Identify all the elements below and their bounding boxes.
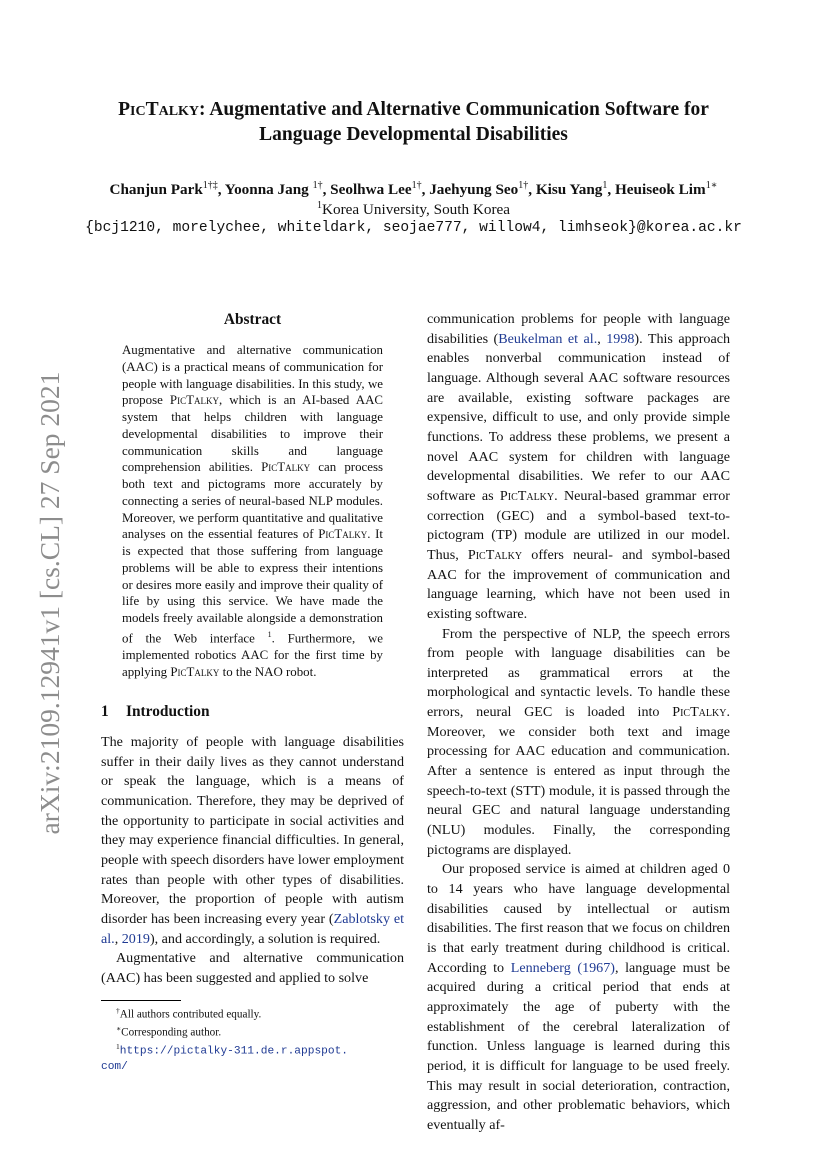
arxiv-stamp-text: arXiv:2109.12941v1 [cs.CL] 27 Sep 2021 [34, 371, 65, 835]
author-mark: 1 [602, 180, 608, 191]
footnotes [101, 1004, 404, 1075]
footnote-mark: ∗ [116, 1024, 122, 1034]
abstract-heading: Abstract [223, 311, 282, 328]
citation-year-link[interactable]: 2019 [121, 930, 150, 947]
paragraph-text: The majority of people with language disabilities suffer in their daily lives as they cannot understand or speak the language, which is a means of communication. Therefore, they may be deprived of the opportunity to participate in social activities and they may experience financial difficulties. In general, people with speech disorders have lower employment rates than people with other types of disabilities. Moreover, the proportion of people with autism disorder has been increasing every year ( [101, 734, 404, 927]
footnote-url-link[interactable]: com/ [101, 1061, 128, 1074]
section-number: 1 [101, 703, 109, 720]
footnote-text: All authors contributed equally. [119, 1008, 262, 1021]
section-title: Introduction [126, 703, 210, 720]
paragraph-text: communication problems for people with language disabilities ( [427, 311, 730, 347]
email-list: {bcj1210, morelychee, whiteldark, seojae777, willow4, limhseok} [85, 220, 637, 236]
author-mark: 1∗ [705, 180, 718, 191]
arxiv-stamp [20, 363, 80, 843]
paragraph: Augmentative and alternative communication (AAC) has been suggested and applied to solve [101, 950, 404, 986]
abstract-text: can process both text and pictograms more accurately by connecting a series of neural-based NLP modules. Moreover, we perform quantitative and qualitative analyses on the essential features of [122, 460, 383, 542]
system-name: PicTalky [672, 704, 727, 721]
abstract-text: , which is an AI-based AAC system that helps children with language developmental disabilities to improve their communication skills and language comprehension abilities. [122, 393, 383, 475]
footnote-continued [101, 1059, 404, 1074]
affiliation-mark: 1 [317, 200, 323, 211]
paragraph-text: From the perspective of NLP, the speech errors from people with language disabilities can be interpreted as grammatical errors at the morphological and syntactic levels. To handle these errors, neural GEC is loaded into [427, 625, 730, 721]
author-name: Heuiseok Lim [614, 181, 706, 199]
citation-year-link[interactable]: (1967) [577, 959, 615, 976]
footnote-url-link[interactable]: https://pictalky-311.de.r.appspot. [119, 1046, 349, 1059]
footnote-ref[interactable]: 1 [267, 629, 272, 639]
paragraph-text: . Moreover, we consider both text and image processing for AAC education and communication. After a sentence is entered as input through the speech-to-text (STT) module, it is passed through the neural GEC and natural language understanding (NLU) modules. Finally, the corresponding pictograms are displayed. [427, 704, 730, 858]
abstract-text: Augmentative and alternative communication (AAC) is a practical means of communication for people with language disabilities. In this study, we propose [122, 343, 383, 408]
author-name: Yoonna Jang [224, 181, 309, 199]
author-name: Seolhwa Lee [330, 181, 412, 199]
title-line1: : Augmentative and Alternative Communication Software for [199, 99, 709, 120]
section-heading-introduction [101, 703, 210, 721]
system-name: PicTalky [261, 460, 311, 475]
paragraph [427, 860, 730, 1135]
system-name: PicTalky [169, 393, 219, 408]
system-name: PicTalky [170, 664, 220, 679]
paragraph-text: , language must be acquired during a critical period that ends at approximately the age of puberty with the establishment of the cerebral lateralization of function. Unless language is learned during this period, it is difficult for language to be used freely. This may result in social deterioration, contraction, aggression, and other problematic behaviors, which eventually af- [427, 959, 730, 1133]
paragraph-text: . Neural-based grammar error correction (GEC) and a symbol-based text-to-pictogram (TP) module are utilized in our model. Thus, [427, 487, 730, 563]
author-mark: 1†‡ [202, 180, 218, 191]
system-name: PicTalky [318, 527, 368, 542]
paragraph-text: offers neural- and symbol-based AAC for the improvement of communication and language learning, which have not been used in existing software. [427, 546, 730, 622]
author-mark: 1† [518, 180, 529, 191]
paragraph [101, 733, 404, 949]
citation-link[interactable]: Lenneberg [510, 959, 571, 976]
paragraph-text: Our proposed service is aimed at children aged 0 to 14 years who have language developmental disabilities caused by intellectual or autism disabilities. The first reason that we focus on children is that early treatment during childhood is critical. According to [427, 861, 730, 976]
title-system-name: PicTalky [118, 99, 200, 120]
abstract-text: . Furthermore, we implemented robotics AAC for the first time by applying [122, 631, 384, 679]
citation-year-link[interactable]: 1998 [606, 330, 635, 347]
citation-link[interactable]: Beukelman et al. [498, 330, 598, 347]
abstract-text: . It is expected that those suffering from language problems will be able to express their intentions or desires more easily and improve their quality of life by using this service. We have made the models freely available alongside a demonstration of the Web interface [122, 527, 383, 646]
author-name: Chanjun Park [109, 181, 203, 199]
paragraph-text: , [114, 930, 122, 947]
abstract-text: to the NAO robot. [219, 664, 317, 679]
affiliation-text: Korea University, South Korea [322, 201, 510, 219]
author-list: Chanjun Park$^{1\dagger\ddagger}$, Yoonna Jang $^{1\dagger}$, Seolhwa Lee$^{1\dagger}$, Jaehyung Seo$^{1\dagger}$, Kisu Yang$^1$, Heuiseok Lim$^{1∗}$ [109, 180, 718, 199]
author-name: Kisu Yang [535, 181, 603, 199]
author-emails [0, 220, 827, 236]
footnote-divider [101, 1000, 181, 1001]
footnote [101, 1004, 404, 1022]
paper-title [60, 97, 767, 147]
footnote [101, 1022, 404, 1040]
footnote-text: Corresponding author. [121, 1026, 222, 1039]
paragraph-text: ). This approach enables nonverbal communication instead of language. Although several AAC software resources are available, existing software packages are expensive, difficult to use, and only provide simple functions. To address these problems, we present a novel AAC system for children with language developmental disabilities. We refer to our AAC software as [427, 330, 730, 504]
system-name: PicTalky [499, 487, 555, 504]
paragraph [427, 625, 730, 861]
paragraph [427, 310, 730, 625]
email-domain: @korea.ac.kr [636, 220, 742, 236]
footnote-mark: 1 [116, 1042, 120, 1052]
author-mark: 1† [312, 180, 323, 191]
intro-left-column [101, 733, 404, 989]
title-line2: Language Developmental Disabilities [259, 124, 568, 145]
paragraph-text: ), and accordingly, a solution is required. [149, 930, 381, 947]
abstract-body [122, 342, 383, 680]
intro-right-column [427, 310, 730, 1136]
author-mark: 1† [411, 180, 422, 191]
footnote-mark: † [116, 1006, 120, 1015]
paragraph-text: , [597, 330, 607, 347]
author-name: Jaehyung Seo [429, 181, 519, 199]
affiliation [30, 200, 797, 219]
footnote [101, 1040, 404, 1059]
citation-link[interactable]: Zablotsky et al. [101, 910, 404, 947]
system-name: PicTalky [467, 546, 523, 563]
